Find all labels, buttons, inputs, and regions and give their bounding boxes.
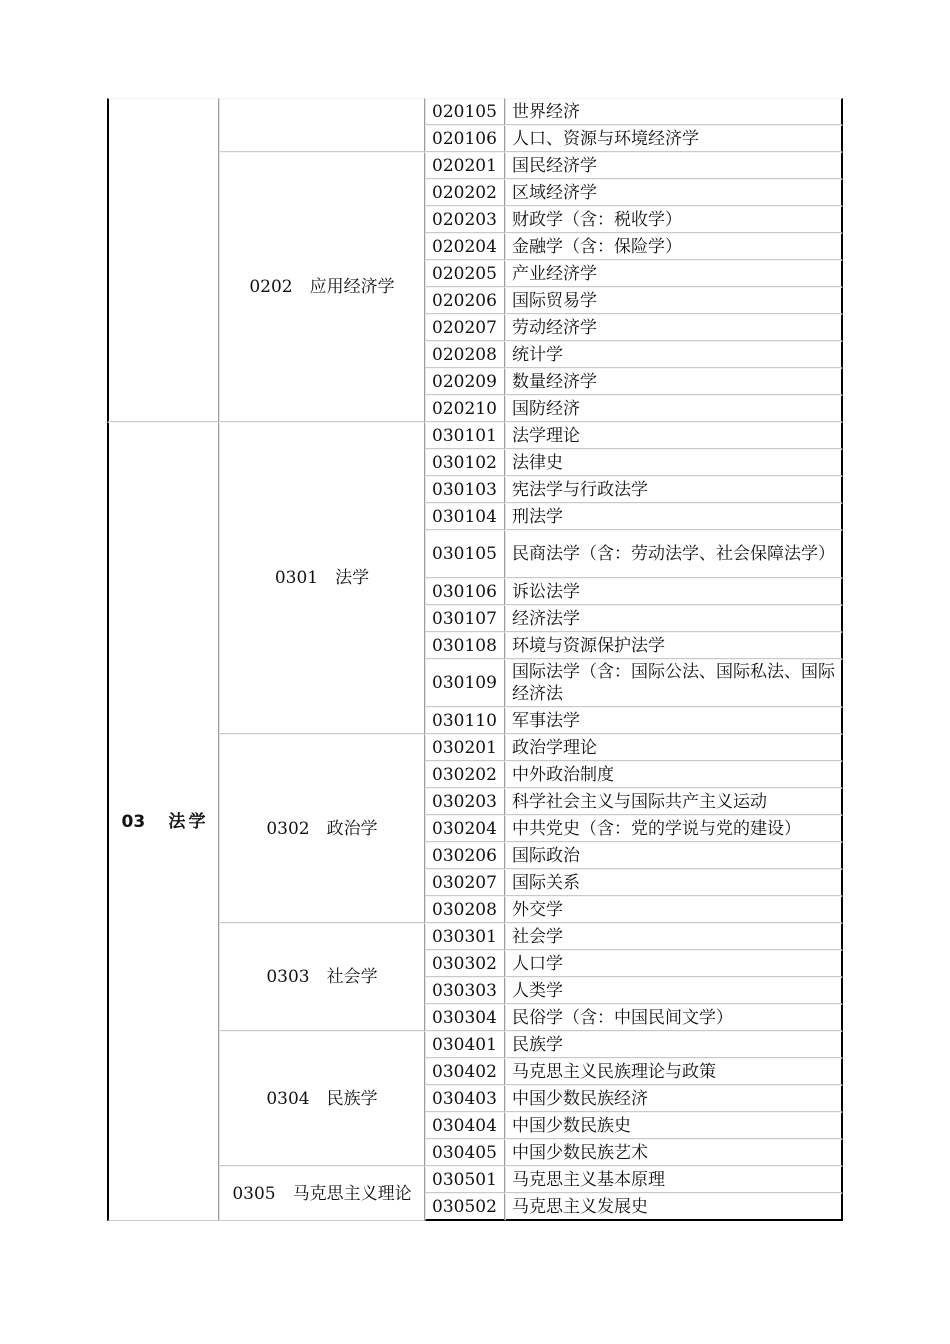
discipline-code: 020208: [425, 341, 505, 368]
discipline-code: 020206: [425, 287, 505, 314]
discipline-name: 人口学: [505, 950, 843, 977]
discipline-code: 030404: [425, 1112, 505, 1139]
discipline-name: 国际关系: [505, 869, 843, 896]
discipline-code: 030109: [425, 659, 505, 707]
discipline-code: 030502: [425, 1193, 505, 1221]
discipline-name: 刑法学: [505, 503, 843, 530]
discipline-name: 环境与资源保护法学: [505, 632, 843, 659]
discipline-code: 020105: [425, 98, 505, 125]
discipline-code: 030501: [425, 1166, 505, 1193]
discipline-code: 030108: [425, 632, 505, 659]
discipline-name: 民商法学（含：劳动法学、社会保障法学）: [505, 530, 843, 578]
discipline-name: 劳动经济学: [505, 314, 843, 341]
discipline-name: 世界经济: [505, 98, 843, 125]
discipline-code: 020201: [425, 152, 505, 179]
first-level-discipline-label: 0305 马克思主义理论: [232, 1183, 412, 1204]
discipline-code: 030402: [425, 1058, 505, 1085]
discipline-name: 中国少数民族史: [505, 1112, 843, 1139]
discipline-name: 马克思主义发展史: [505, 1193, 843, 1221]
discipline-code: 030110: [425, 707, 505, 734]
first-level-discipline-cell: [219, 1166, 425, 1221]
discipline-code: 030106: [425, 578, 505, 605]
discipline-code: 030302: [425, 950, 505, 977]
discipline-name: 国际贸易学: [505, 287, 843, 314]
first-level-discipline-label: 0301 法学: [274, 568, 370, 588]
discipline-name: 中国少数民族艺术: [505, 1139, 843, 1166]
discipline-name: 法律史: [505, 449, 843, 476]
discipline-name: 军事法学: [505, 707, 843, 734]
discipline-code: 030405: [425, 1139, 505, 1166]
discipline-name: 数量经济学: [505, 368, 843, 395]
discipline-name: 产业经济学: [505, 260, 843, 287]
discipline-name: 马克思主义民族理论与政策: [505, 1058, 843, 1085]
discipline-code: 020207: [425, 314, 505, 341]
first-level-discipline-cell: [219, 152, 425, 422]
discipline-catalog-table: [107, 98, 843, 1221]
discipline-code: 020210: [425, 395, 505, 422]
catalog-body: [107, 98, 843, 1221]
discipline-code: 020106: [425, 125, 505, 152]
discipline-name: 国民经济学: [505, 152, 843, 179]
first-level-discipline-label: 0304 民族学: [266, 1088, 378, 1109]
discipline-name: 民俗学（含：中国民间文学）: [505, 1004, 843, 1031]
table-row: [107, 98, 843, 125]
discipline-code: 030206: [425, 842, 505, 869]
discipline-name: 经济法学: [505, 605, 843, 632]
discipline-code: 030207: [425, 869, 505, 896]
discipline-code: 030202: [425, 761, 505, 788]
discipline-name: 国际法学（含：国际公法、国际私法、国际经济法: [505, 659, 843, 707]
discipline-name: 人口、资源与环境经济学: [505, 125, 843, 152]
first-level-discipline-cell: [219, 923, 425, 1031]
discipline-name: 社会学: [505, 923, 843, 950]
discipline-code: 030102: [425, 449, 505, 476]
discipline-code: 030204: [425, 815, 505, 842]
discipline-code: 030105: [425, 530, 505, 578]
discipline-name: 外交学: [505, 896, 843, 923]
discipline-name: 政治学理论: [505, 734, 843, 761]
discipline-name: 中共党史（含：党的学说与党的建设）: [505, 815, 843, 842]
discipline-code: 030301: [425, 923, 505, 950]
discipline-code: 030104: [425, 503, 505, 530]
discipline-name: 国际政治: [505, 842, 843, 869]
first-level-discipline-label: 0303 社会学: [266, 967, 378, 987]
category-cell: [107, 98, 219, 422]
discipline-code: 030201: [425, 734, 505, 761]
category-label: 03 法学: [121, 811, 206, 832]
discipline-name: 法学理论: [505, 422, 843, 449]
first-level-discipline-label: 0202 应用经济学: [249, 277, 395, 297]
discipline-code: 030403: [425, 1085, 505, 1112]
discipline-name: 民族学: [505, 1031, 843, 1058]
discipline-name: 金融学（含：保险学）: [505, 233, 843, 260]
table-row: [107, 422, 843, 449]
discipline-code: 020202: [425, 179, 505, 206]
discipline-name: 诉讼法学: [505, 578, 843, 605]
first-level-discipline-label: 0302 政治学: [266, 818, 378, 839]
discipline-code: 020204: [425, 233, 505, 260]
discipline-code: 020203: [425, 206, 505, 233]
discipline-name: 财政学（含：税收学）: [505, 206, 843, 233]
discipline-name: 区域经济学: [505, 179, 843, 206]
first-level-discipline-cell: [219, 98, 425, 152]
discipline-code: 030101: [425, 422, 505, 449]
first-level-discipline-cell: [219, 422, 425, 734]
discipline-code: 030103: [425, 476, 505, 503]
discipline-code: 030203: [425, 788, 505, 815]
discipline-name: 人类学: [505, 977, 843, 1004]
discipline-code: 030303: [425, 977, 505, 1004]
discipline-code: 020205: [425, 260, 505, 287]
first-level-discipline-cell: [219, 734, 425, 923]
first-level-discipline-cell: [219, 1031, 425, 1166]
discipline-catalog-sheet: [107, 98, 843, 1217]
discipline-name: 中外政治制度: [505, 761, 843, 788]
discipline-code: 030304: [425, 1004, 505, 1031]
discipline-code: 020209: [425, 368, 505, 395]
discipline-code: 030208: [425, 896, 505, 923]
discipline-name: 马克思主义基本原理: [505, 1166, 843, 1193]
discipline-name: 中国少数民族经济: [505, 1085, 843, 1112]
discipline-name: 科学社会主义与国际共产主义运动: [505, 788, 843, 815]
discipline-code: 030107: [425, 605, 505, 632]
discipline-name: 宪法学与行政法学: [505, 476, 843, 503]
discipline-name: 统计学: [505, 341, 843, 368]
category-cell: [107, 422, 219, 1221]
discipline-code: 030401: [425, 1031, 505, 1058]
discipline-name: 国防经济: [505, 395, 843, 422]
